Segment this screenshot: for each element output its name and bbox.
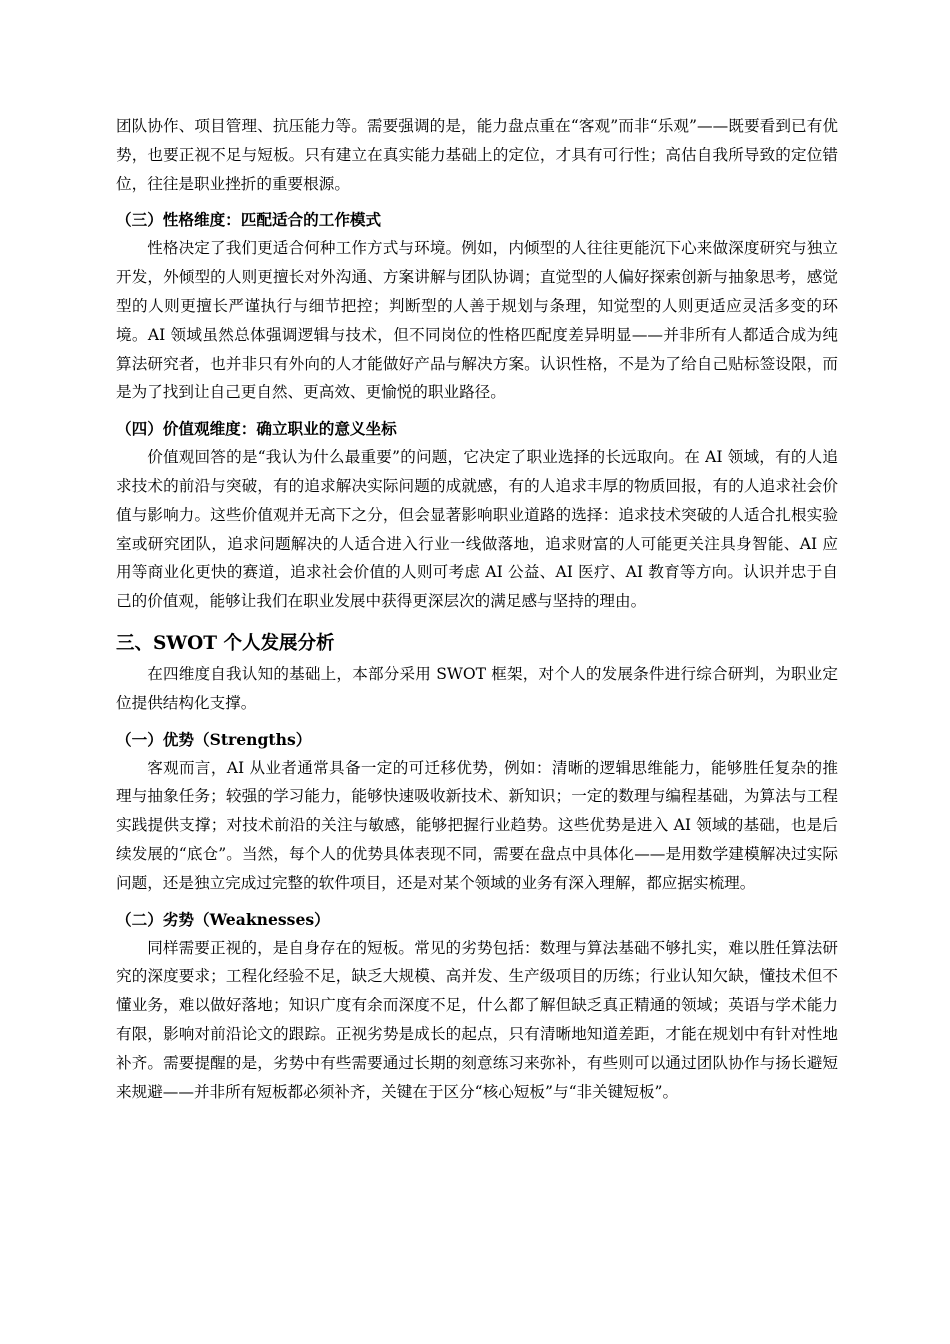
- section-heading-swot: 三、SWOT 个人发展分析: [116, 632, 335, 654]
- subheading-personality: （三）性格维度：匹配适合的工作模式: [116, 210, 382, 230]
- subheading-values: （四）价值观维度：确立职业的意义坐标: [116, 419, 397, 439]
- paragraph-weaknesses: 同样需要正视的，是自身存在的短板。常见的劣势包括：数理与算法基础不够扎实，难以胜任算法研究的深度要求；工程化经验不足，缺乏大规模、高并发、生产级项目的历练；行业认知欠缺，懂技术但不懂业务，难以做好落地；知识广度有余而深度不足，什么都了解但缺乏真正精通的领域；英语与学术能力有限，影响对前沿论文的跟踪。正视劣势是成长的起点，只有清晰地知道差距，才能在规划中有针对性地补齐。需要提醒的是，劣势中有些需要通过长期的刻意练习来弥补，有些则可以通过团队协作与扬长避短来规避——并非所有短板都必须补齐，关键在于区分“核心短板”与“非关键短板”。: [116, 938, 838, 1101]
- paragraph-strengths: 客观而言，AI 从业者通常具备一定的可迁移优势，例如：清晰的逻辑思维能力，能够胜任复杂的推理与抽象任务；较强的学习能力，能够快速吸收新技术、新知识；一定的数理与编程基础，为算法与工程实践提供支撑；对技术前沿的关注与敏感，能够把握行业趋势。这些优势是进入 AI 领域的基础，也是后续发展的“底仓”。当然，每个人的优势具体表现不同，需要在盘点中具体化——是用数学建模解决过实际问题，还是独立完成过完整的软件项目，还是对某个领域的业务有深入理解，都应据实梳理。: [116, 758, 838, 892]
- subheading-strengths: （一）优势（Strengths）: [116, 729, 312, 749]
- paragraph-values: 价值观回答的是“我认为什么最重要”的问题，它决定了职业选择的长远取向。在 AI 领域，有的人追求技术的前沿与突破，有的追求解决实际问题的成就感，有的人追求丰厚的物质回报，有的人追求社会价值与影响力。这些价值观并无高下之分，但会显著影响职业道路的选择：追求技术突破的人适合扎根实验室或研究团队，追求问题解决的人适合进入行业一线做落地，追求财富的人可能更关注具身智能、AI 应用等商业化更快的赛道，追求社会价值的人则可考虑 AI 公益、AI 医疗、AI 教育等方向。认识并忠于自己的价值观，能够让我们在职业发展中获得更深层次的满足感与坚持的理由。: [116, 448, 838, 611]
- paragraph-personality: 性格决定了我们更适合何种工作方式与环境。例如，内倾型的人往往更能沉下心来做深度研究与独立开发，外倾型的人则更擅长对外沟通、方案讲解与团队协调；直觉型的人偏好探索创新与抽象思考，感觉型的人则更擅长严谨执行与细节把控；判断型的人善于规划与条理，知觉型的人则更适应灵活多变的环境。AI 领域虽然总体强调逻辑与技术，但不同岗位的性格匹配度差异明显——并非所有人都适合成为纯算法研究者，也并非只有外向的人才能做好产品与解决方案。认识性格，不是为了给自己贴标签设限，而是为了找到让自己更自然、更高效、更愉悦的职业路径。: [116, 239, 838, 402]
- subheading-weaknesses: （二）劣势（Weaknesses）: [116, 909, 330, 929]
- paragraph-ability-continued: 团队协作、项目管理、抗压能力等。需要强调的是，能力盘点重在“客观”而非“乐观”——既要看到已有优势，也要正视不足与短板。只有建立在真实能力基础上的定位，才具有可行性；高估自我所导致的定位错位，往往是职业挫折的重要根源。: [116, 117, 838, 193]
- paragraph-swot-intro: 在四维度自我认知的基础上，本部分采用 SWOT 框架，对个人的发展条件进行综合研判，为职业定位提供结构化支撑。: [116, 664, 838, 712]
